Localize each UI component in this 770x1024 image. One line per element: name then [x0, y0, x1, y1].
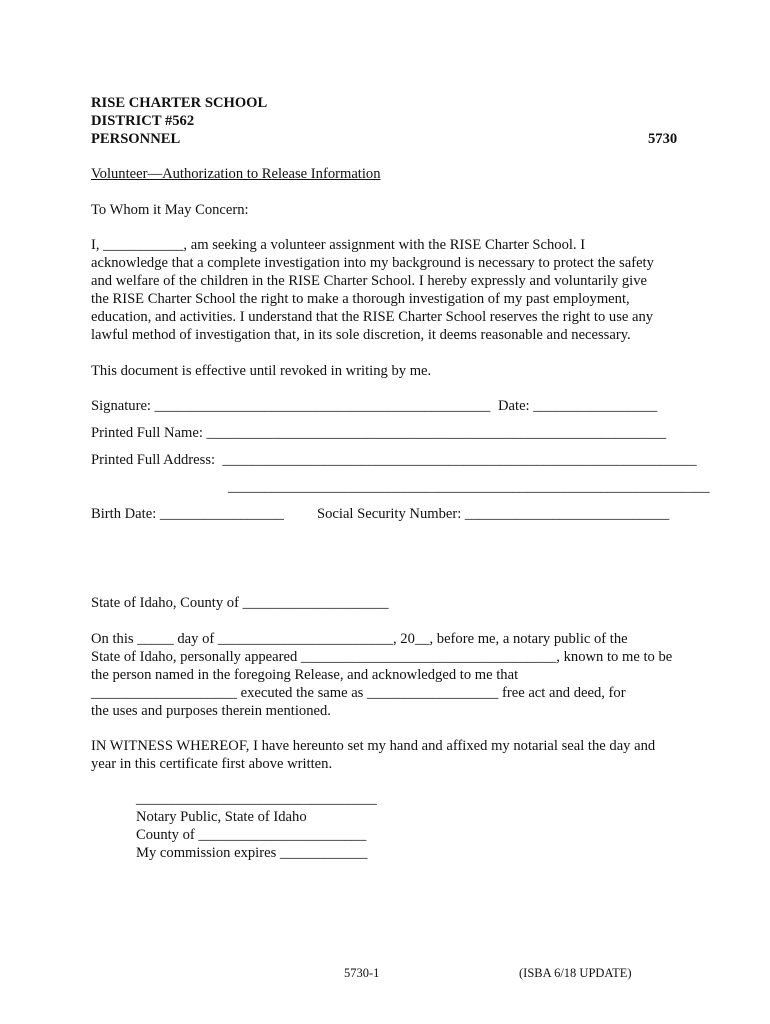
state-county-line: State of Idaho, County of ____________________ — [91, 595, 389, 611]
notary-commission-line: My commission expires ____________ — [136, 845, 368, 861]
witness-line: year in this certificate first above written. — [91, 756, 333, 772]
witness-line: IN WITNESS WHEREOF, I have hereunto set my hand and affixed my notarial seal the day and — [91, 738, 656, 754]
update-note: (ISBA 6/18 UPDATE) — [519, 966, 632, 980]
date-field: Date: _________________ — [498, 398, 658, 414]
address-line-2: __________________________________________________________________ — [228, 479, 710, 495]
notary-signature-block — [136, 790, 396, 862]
body-line: the RISE Charter School the right to make a thorough investigation of my past employment, — [91, 291, 630, 307]
salutation: To Whom it May Concern: — [91, 202, 249, 218]
body-line: acknowledge that a complete investigation into my background is necessary to protect the safety — [91, 255, 654, 271]
section-name: PERSONNEL — [91, 131, 181, 147]
acknowledgment-line: the person named in the foregoing Release, and acknowledged to me that — [91, 667, 519, 683]
birth-date-field: Birth Date: _________________ — [91, 506, 284, 522]
notary-county-line: County of _______________________ — [136, 827, 367, 843]
body-line: lawful method of investigation that, in its sole discretion, it deems reasonable and necessary. — [91, 327, 631, 343]
school-name: RISE CHARTER SCHOOL — [91, 95, 268, 111]
acknowledgment-line: On this _____ day of ________________________, 20__, before me, a notary public of the — [91, 631, 628, 647]
body-line: and welfare of the children in the RISE Charter School. I hereby expressly and voluntarily give — [91, 273, 648, 289]
notary-title: Notary Public, State of Idaho — [136, 809, 307, 825]
policy-number: 5730 — [648, 131, 678, 147]
document-title: Volunteer—Authorization to Release Information — [91, 166, 381, 182]
acknowledgment-line: ____________________ executed the same as __________________ free act and deed, for — [91, 685, 626, 701]
district-number: DISTRICT #562 — [91, 113, 195, 129]
acknowledgment-line: State of Idaho, personally appeared ___________________________________, known to me to be — [91, 649, 673, 665]
page-code: 5730-1 — [344, 966, 380, 980]
notary-signature-line: _________________________________ — [136, 791, 377, 807]
printed-address-field: Printed Full Address: _________________________________________________________________ — [91, 452, 697, 468]
printed-name-field: Printed Full Name: _______________________________________________________________ — [91, 425, 667, 441]
body-line: education, and activities. I understand that the RISE Charter School reserves the right to use any — [91, 309, 654, 325]
body-line: I, ___________, am seeking a volunteer assignment with the RISE Charter School. I — [91, 237, 586, 253]
acknowledgment-line: the uses and purposes therein mentioned. — [91, 703, 331, 719]
signature-field: Signature: ______________________________________________ — [91, 398, 491, 414]
effective-statement: This document is effective until revoked in writing by me. — [91, 363, 432, 379]
ssn-field: Social Security Number: ____________________________ — [317, 506, 670, 522]
